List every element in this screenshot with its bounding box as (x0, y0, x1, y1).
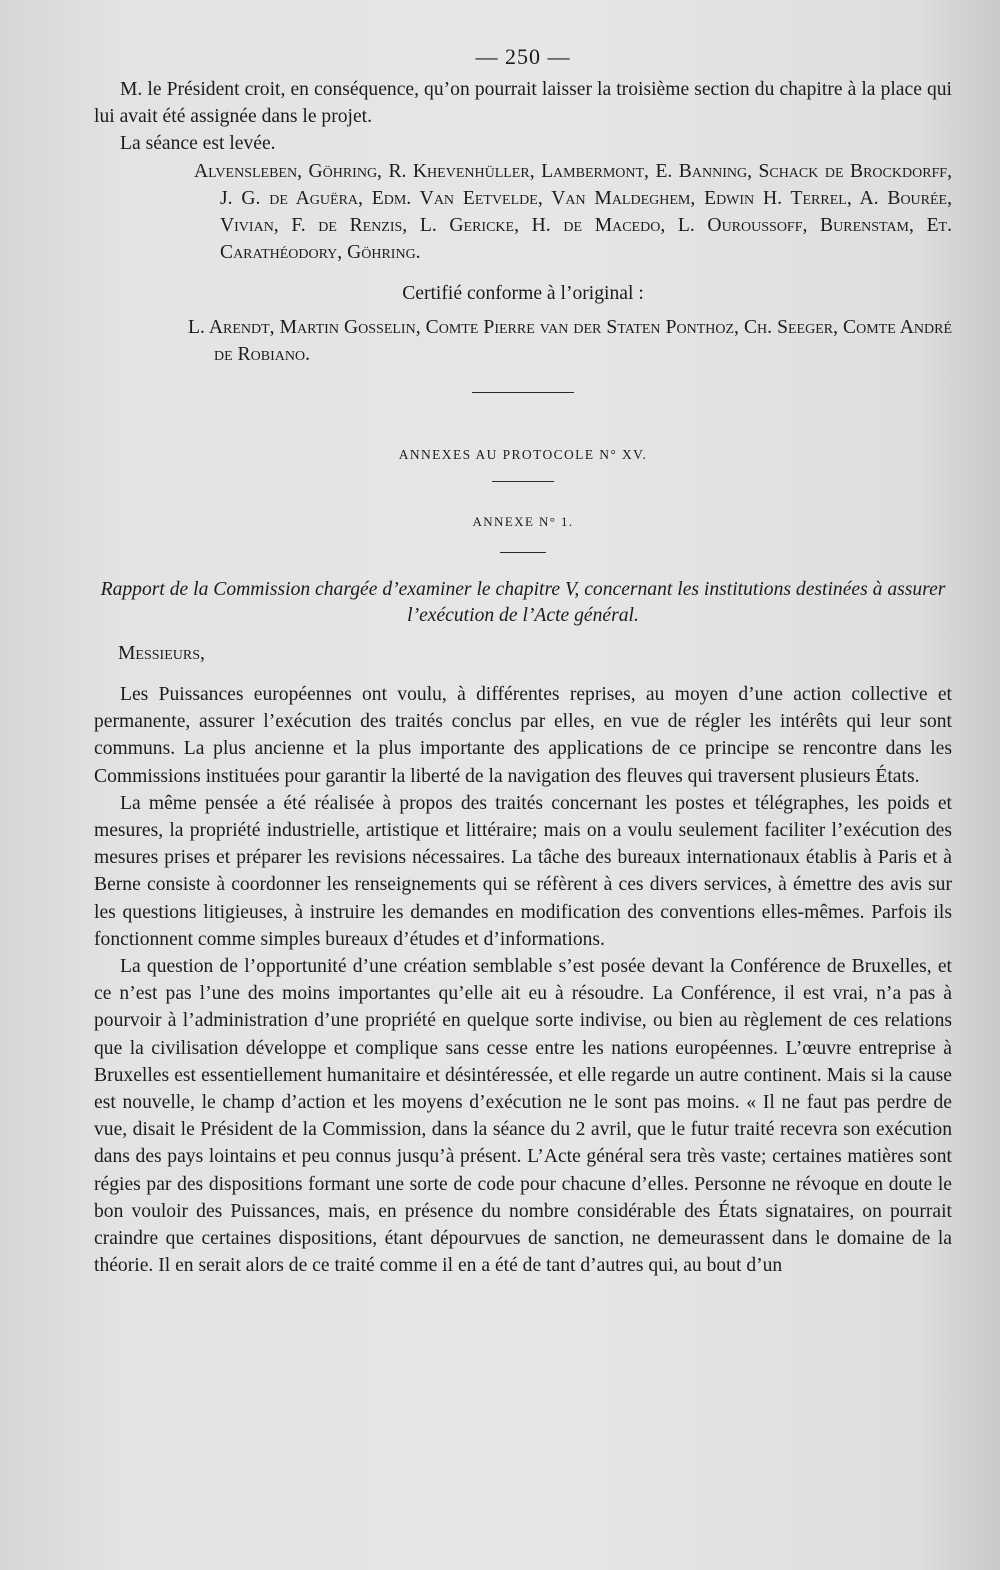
salutation: Messieurs, (118, 643, 205, 665)
certification-line: Certifié conforme à l’original : (402, 283, 644, 305)
separator-rule (492, 481, 554, 482)
body-paragraph-1: Les Puissances européennes ont voulu, à différentes reprises, au moyen d’une action collective et permanente, assurer l’exécution des traités conclus par elles, en vue de régler les intérêts qui leur sont communs. La plus ancienne et la plus importante des applications de ce principe se rencontre dans les Commissions instituées pour garantir la liberté de la navigation des fleuves qui traversent plusieurs États. (94, 684, 952, 787)
signatories: Alvensleben, Göhring, R. Khevenhüller, Lambermont, E. Banning, Schack de Brockdorff, J. G. de Aguëra, Edm. Van Eetvelde, Van Maldeghem, Edwin H. Terrel, A. Bourée, Vivian, F. de Renzis, L. Gericke, H. de Macedo, L. Ouroussoff, Burenstam, Et. Carathéodory, Göhring. (194, 160, 952, 264)
page-number: — 250 — (475, 44, 571, 69)
report-title: Rapport de la Commission chargée d’examiner le chapitre V, concernant les institutions destinées à assurer l’exécution de l’Acte général. (100, 579, 946, 627)
intro-paragraph-1: M. le Président croit, en conséquence, qu’on pourrait laisser la troisième section du chapitre à la place qui lui avait été assignée dans le projet. (94, 79, 952, 128)
annexe-heading: ANNEXE N° 1. (472, 514, 574, 530)
annexes-heading: ANNEXES AU PROTOCOLE N° XV. (398, 447, 648, 463)
intro-paragraph-2: La séance est levée. (120, 133, 276, 155)
body-paragraph-2: La même pensée a été réalisée à propos des traités concernant les postes et télégraphes, les poids et mesures, la propriété industrielle, artistique et littéraire; mais on a voulu seulement faciliter l’exécution des mesures prises et préparer les revisions nécessaires. La tâche des bureaux internationaux établis à Paris et à Berne consiste à coordonner les renseignements qui se réfèrent à ces divers services, à émettre des avis sur les questions litigieuses, à instruire les demandes en modification des conventions elles-mêmes. Parfois ils fonctionnent comme simples bureaux d’études et d’informations. (94, 792, 952, 950)
body-paragraph-3: La question de l’opportunité d’une création semblable s’est posée devant la Conférence de Bruxelles, et ce n’est pas l’une des moins importantes qu’elle ait eu à résoudre. La Conférence, il est vrai, n’a pas à pourvoir à l’administration d’une propriété en quelque sorte indivise, ou bien au règlement de ces relations que la civilisation développe et complique sans cesse entre les nations européennes. L’œuvre entreprise à Bruxelles est essentiellement humanitaire et désintéressée, et elle regarde un autre continent. Mais si la cause est nouvelle, le champ d’action et les moyens d’exécution ne le sont pas moins. « Il ne faut pas perdre de vue, disait le Président de la Commission, dans la séance du 2 avril, que le futur traité recevra son exécution dans des pays lointains et peu connus jusqu’à présent. L’Acte général sera très vaste; certaines matières sont régies par des dispositions formant une sorte de code pour chacune d’elles. Personne ne révoque en doute le bon vouloir des Puissances, mais, en présence du nombre considérable des États signataires, on pourrait craindre que certaines dispositions, étant dépourvues de sanction, ne demeurassent dans le domaine de la théorie. Il en serait alors de ce traité comme il en a été de tant d’autres qui, au bout d’un (94, 956, 952, 1277)
separator-rule (500, 552, 546, 553)
certifiers: L. Arendt, Martin Gosselin, Comte Pierre van der Staten Ponthoz, Ch. Seeger, Comte André de Robiano. (188, 316, 952, 365)
separator-rule (472, 392, 574, 393)
